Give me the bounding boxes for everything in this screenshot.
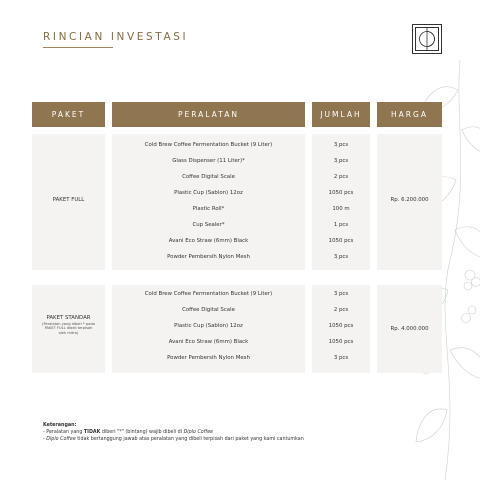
footnotes (43, 423, 304, 444)
package-name: PAKET STANDAR (46, 315, 91, 321)
notes-heading (43, 423, 304, 430)
qty-value: 2 pcs (333, 174, 349, 180)
list-item: Plastic Cup (Sablon) 12oz (174, 190, 243, 196)
package-name: PAKET FULL (52, 197, 85, 203)
qty-value: 100 m (332, 206, 350, 212)
qty-value: 1050 pcs (328, 190, 354, 196)
standard-price-cell (377, 285, 442, 373)
price-value: Rp. 4.000.000 (390, 326, 429, 332)
qty-value: 2 pcs (333, 307, 349, 313)
col-header-jumlah: JUMLAH (312, 102, 370, 127)
full-equipment-cell (112, 134, 305, 270)
note-text: - (43, 436, 47, 442)
full-package-cell (32, 134, 105, 270)
qty-value: 3 pcs (333, 291, 349, 297)
standard-equipment-cell (112, 285, 305, 373)
package-note: (Peralatan yang diberi * pada PAKET FULL dibeli terpisah oleh mitra) (42, 322, 95, 335)
qty-value: 3 pcs (333, 254, 349, 260)
full-price-cell (377, 134, 442, 270)
logo-glyph-icon (416, 28, 438, 50)
notes-heading-text: Keterangan: (43, 423, 77, 428)
qty-value: 1050 pcs (328, 339, 354, 345)
note-brand: Diplo Coffee (183, 429, 214, 435)
col-header-peralatan: PERALATAN (112, 102, 305, 127)
qty-value: 1050 pcs (328, 323, 354, 329)
list-item: Cold Brew Coffee Fermentation Bucket (9 Liter) (144, 142, 273, 148)
list-item: Glass Dispenser (11 Liter)* (172, 158, 245, 164)
notes-line-2 (43, 437, 304, 444)
list-item: Coffee Digital Scale (182, 174, 235, 180)
qty-value: 3 pcs (333, 142, 349, 148)
list-item: Avani Eco Straw (6mm) Black (168, 339, 249, 345)
page-title: RINCIAN INVESTASI (43, 31, 189, 43)
list-item: Coffee Digital Scale (182, 307, 235, 313)
list-item: Avani Eco Straw (6mm) Black (168, 238, 249, 244)
qty-value: 3 pcs (333, 158, 349, 164)
list-item: Plastic Roll* (192, 206, 225, 212)
logo-mark (412, 24, 442, 54)
note-brand: Diplo Coffee (46, 436, 76, 442)
list-item: Powder Pembersih Nylon Mesh (167, 254, 250, 260)
note-emphasis: TIDAK (83, 429, 101, 435)
package-note-wrap (42, 322, 95, 335)
note-text: - Peralatan yang (43, 429, 84, 435)
list-item: Cup Sealer* (192, 222, 225, 228)
title-underline (43, 47, 113, 48)
notes-line-1 (43, 430, 304, 437)
full-qty-cell (312, 134, 370, 270)
standard-qty-cell (312, 285, 370, 373)
list-item: Powder Pembersih Nylon Mesh (167, 355, 250, 361)
logo-inner-frame (415, 27, 439, 51)
col-header-paket: PAKET (32, 102, 105, 127)
list-item: Cold Brew Coffee Fermentation Bucket (9 Liter) (144, 291, 273, 297)
price-value: Rp. 6.200.000 (390, 197, 429, 203)
col-header-harga: HARGA (377, 102, 442, 127)
standard-package-cell (32, 285, 105, 373)
list-item: Plastic Cup (Sablon) 12oz (174, 323, 243, 329)
note-text: tidak bertanggung jawab atas peralatan yang dibeli terpisah dari paket yang kami cantumkan (75, 436, 304, 442)
qty-value: 1 pcs (333, 222, 349, 228)
qty-value: 3 pcs (333, 355, 349, 361)
note-text: diberi "*" (bintang) wajib dibeli di (100, 429, 184, 435)
qty-value: 1050 pcs (328, 238, 354, 244)
